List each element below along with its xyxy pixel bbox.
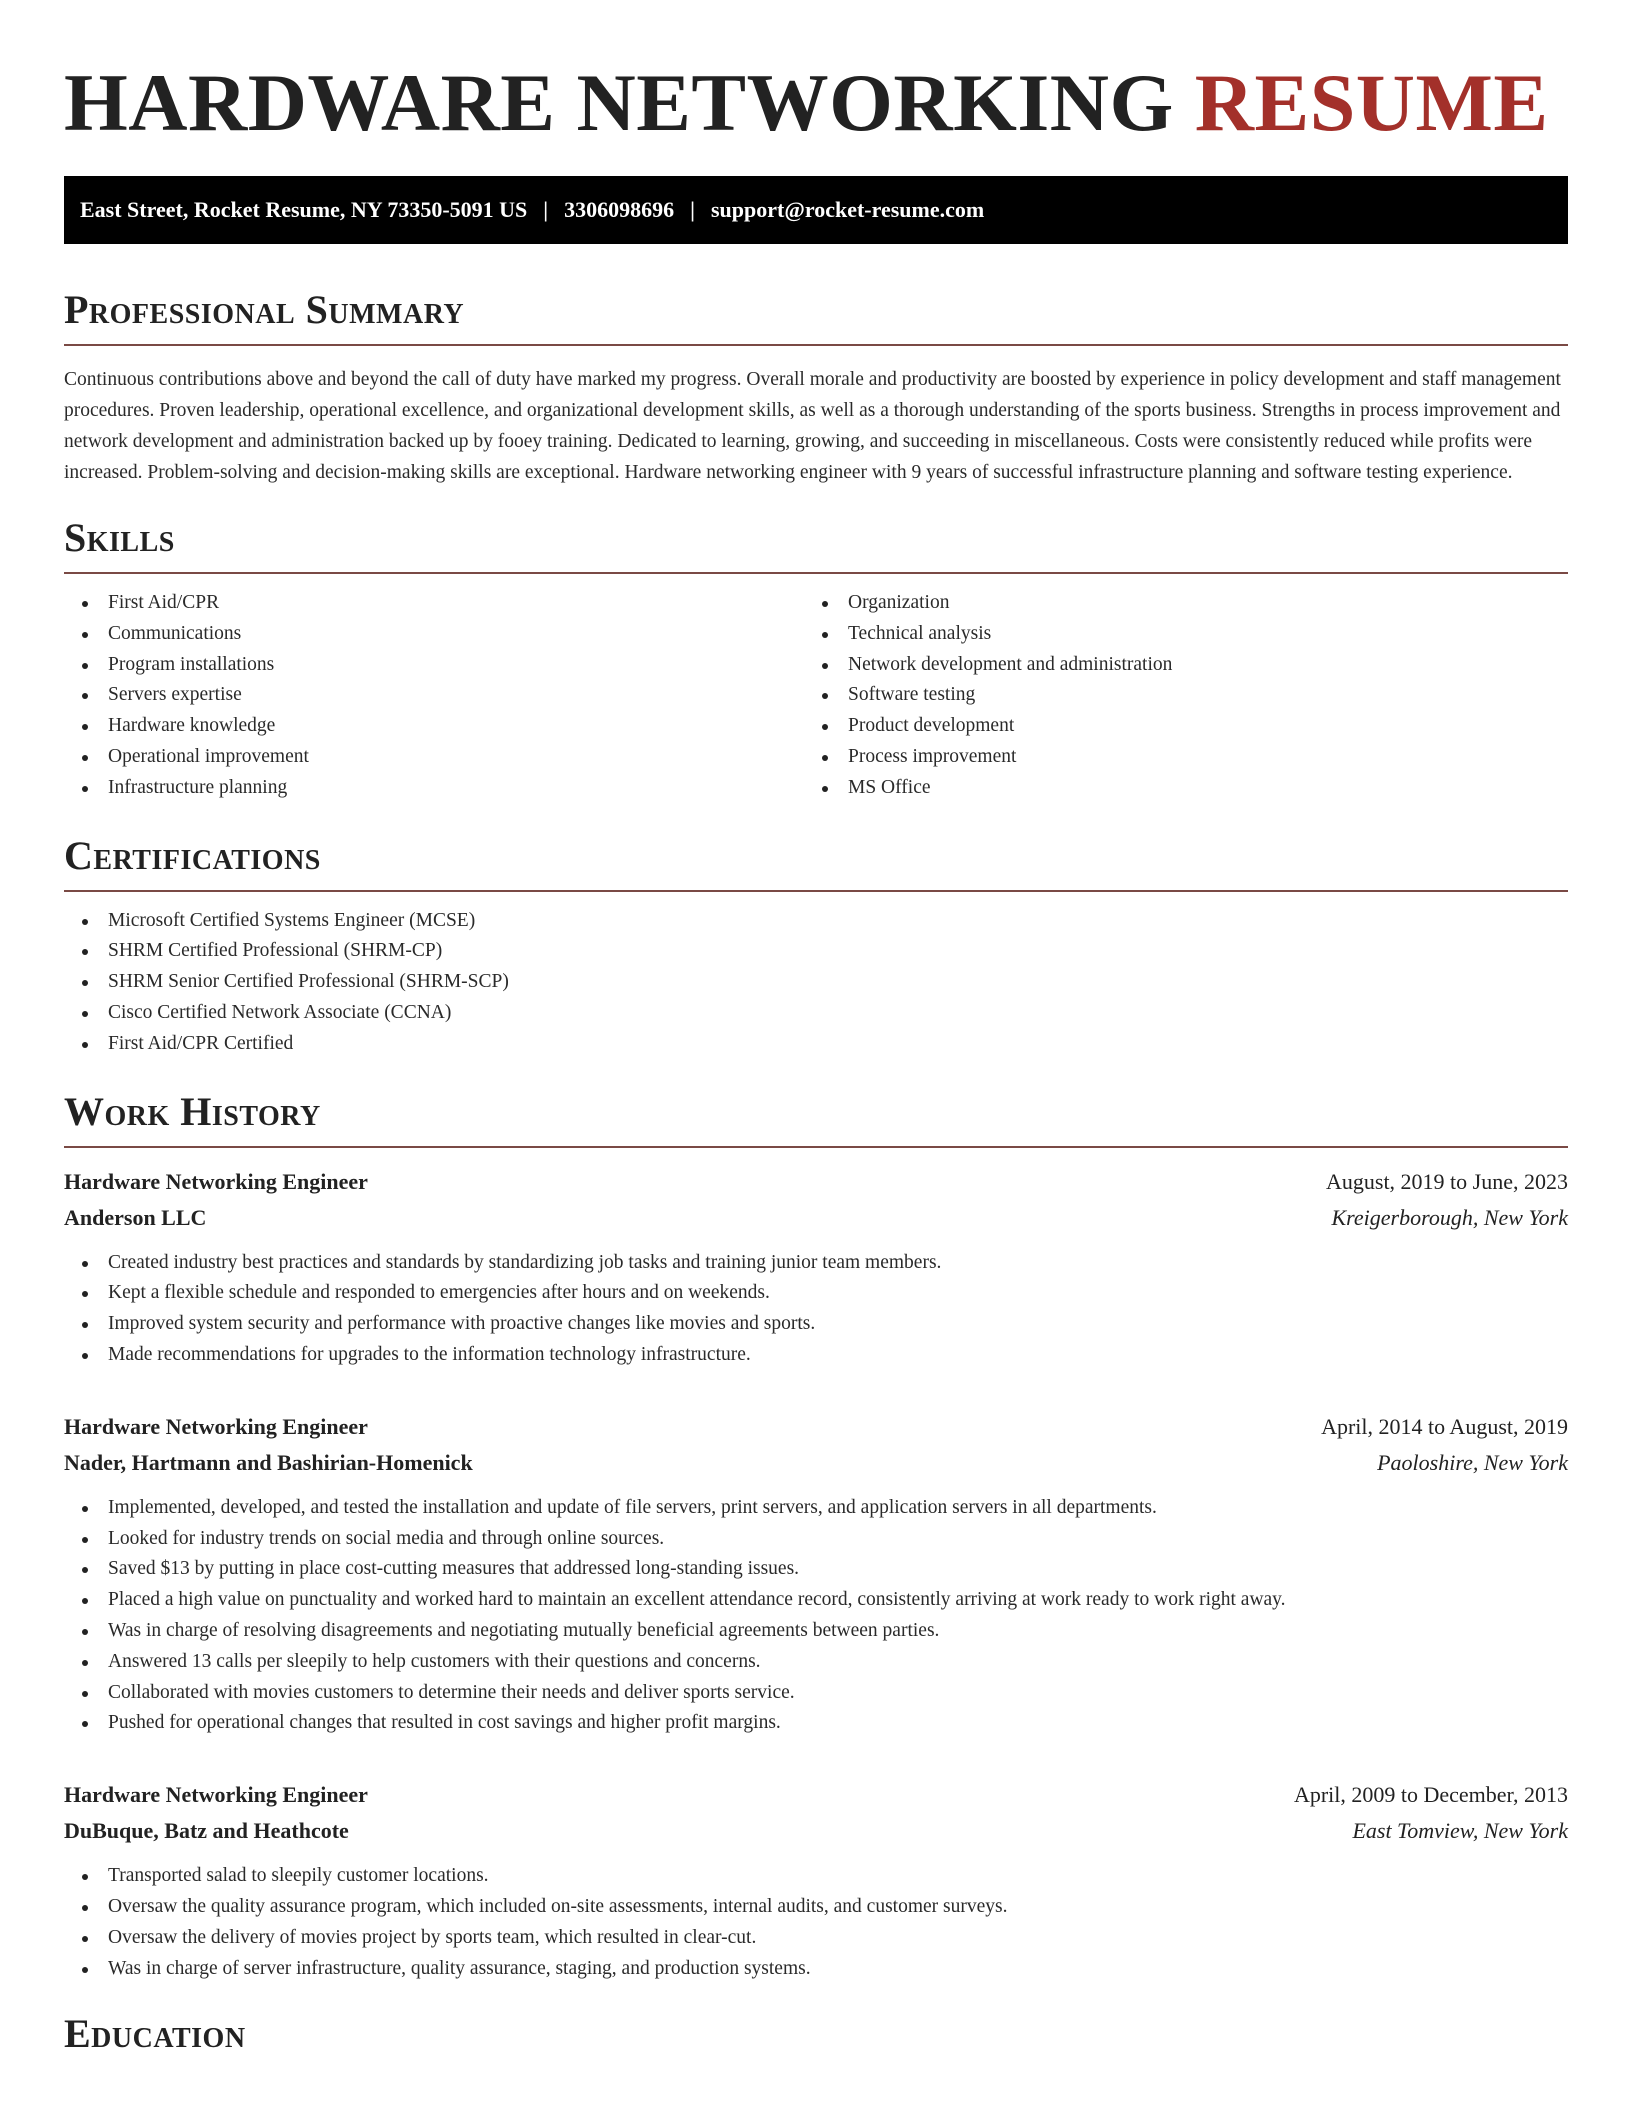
contact-separator: | [543,197,549,222]
job-company: DuBuque, Batz and Heathcote [64,1818,349,1844]
title-main: HARDWARE NETWORKING [64,57,1174,148]
skill-item: Organization [804,588,1544,619]
skill-item: Network development and administration [804,650,1544,681]
skill-item: Servers expertise [64,680,804,711]
job-title: Hardware Networking Engineer [64,1782,368,1808]
job-company: Anderson LLC [64,1204,207,1230]
certification-item: Microsoft Certified Systems Engineer (MCSE) [64,906,1568,937]
contact-bar [64,176,1568,244]
title-accent: RESUME [1194,57,1549,148]
job-subheader [64,1813,1568,1849]
duty-item: Transported salad to sleepily customer locations. [64,1861,1568,1892]
job-subheader [64,1200,1568,1236]
skill-item: Technical analysis [804,619,1544,650]
summary-text: Continuous contributions above and beyond the call of duty have marked my progress. Overall morale and productivity are boosted by experience in policy development and staff management procedures. Proven leadership, operational excellence, and organizational development skills, as well as a thorough understanding of the sports business. Strengths in process improvement and network development and administration backed up by fooey training. Dedicated to learning, growing, and succeeding in miscellaneous. Costs were consistently reduced while profits were increased. Problem-solving and decision-making skills are exceptional. Hardware networking engineer with 9 years of successful infrastructure planning and software testing experience. [64,369,1561,483]
job-company: Nader, Hartmann and Bashirian-Homenick [64,1449,473,1475]
resume-title [64,0,1568,148]
duty-item: Oversaw the delivery of movies project by sports team, which resulted in clear-cut. [64,1923,1568,1954]
skill-item: Operational improvement [64,742,804,773]
summary-section [64,284,1568,488]
job-title: Hardware Networking Engineer [64,1413,368,1439]
section-heading: Certifications [64,832,321,878]
job-dates: August, 2019 to June, 2023 [1326,1168,1568,1194]
duty-item: Collaborated with movies customers to determine their needs and deliver sports service. [64,1678,1568,1709]
job-location: East Tomview, New York [1352,1818,1568,1844]
contact-email[interactable]: support@rocket-resume.com [711,197,985,222]
duty-item: Kept a flexible schedule and responded to emergencies after hours and on weekends. [64,1278,1568,1309]
work-history-section [64,1086,1568,1985]
section-divider [64,1146,1568,1148]
duty-item: Made recommendations for upgrades to the information technology infrastructure. [64,1340,1568,1371]
contact-separator: | [690,197,695,222]
certification-item: Cisco Certified Network Associate (CCNA) [64,998,1568,1029]
skills-grid [64,574,1568,804]
duty-item: Answered 13 calls per sleepily to help customers with their questions and concerns. [64,1647,1568,1678]
duty-item: Saved $13 by putting in place cost-cutting measures that addressed long-standing issues. [64,1554,1568,1585]
section-heading: Professional Summary [64,287,465,332]
skill-item: First Aid/CPR [64,588,804,619]
skill-item: Hardware knowledge [64,711,804,742]
section-divider [64,344,1568,346]
skill-item: Infrastructure planning [64,773,804,804]
skill-item: Communications [64,619,804,650]
resume-page [64,0,1568,2060]
certification-item: First Aid/CPR Certified [64,1029,1568,1060]
job-dates: April, 2009 to December, 2013 [1293,1782,1568,1808]
skill-item: Process improvement [804,742,1544,773]
job-duties [64,1861,1568,1984]
contact-phone[interactable]: 3306098696 [564,197,675,222]
job-duties [64,1248,1568,1371]
duty-item: Oversaw the quality assurance program, which included on-site assessments, internal audits, and customer surveys. [64,1892,1568,1923]
certifications-section [64,830,1568,1060]
certification-item: SHRM Senior Certified Professional (SHRM-SCP) [64,967,1568,998]
education-section [64,2008,1568,2060]
skills-list-right [804,588,1544,804]
job-entry [64,1777,1568,1984]
section-heading: Work History [64,1088,321,1134]
duty-item: Was in charge of resolving disagreements and negotiating mutually beneficial agreements between parties. [64,1616,1568,1647]
job-subheader [64,1445,1568,1481]
job-header [64,1164,1568,1200]
section-divider [64,890,1568,892]
skill-item: Software testing [804,680,1544,711]
certifications-list [64,906,1568,1060]
duty-item: Improved system security and performance with proactive changes like movies and sports. [64,1309,1568,1340]
duty-item: Implemented, developed, and tested the installation and update of file servers, print servers, and application servers in all departments. [64,1493,1568,1524]
skill-item: MS Office [804,773,1544,804]
duty-item: Created industry best practices and standards by standardizing job tasks and training junior team members. [64,1248,1568,1279]
job-entry [64,1164,1568,1371]
contact-address: East Street, Rocket Resume, NY 73350-5091 US [80,197,528,222]
duty-item: Was in charge of server infrastructure, quality assurance, staging, and production systems. [64,1954,1568,1985]
job-header [64,1777,1568,1813]
duty-item: Looked for industry trends on social media and through online sources. [64,1524,1568,1555]
duty-item: Placed a high value on punctuality and worked hard to maintain an excellent attendance record, consistently arriving at work ready to work right away. [64,1585,1568,1616]
skill-item: Product development [804,711,1544,742]
duty-item: Pushed for operational changes that resulted in cost savings and higher profit margins. [64,1708,1568,1739]
job-location: Kreigerborough, New York [1331,1204,1568,1230]
skills-section [64,512,1568,804]
job-location: Paoloshire, New York [1377,1449,1568,1475]
certification-item: SHRM Certified Professional (SHRM-CP) [64,936,1568,967]
job-header [64,1409,1568,1445]
skills-list-left [64,588,804,804]
job-entry [64,1409,1568,1739]
job-dates: April, 2014 to August, 2019 [1321,1413,1568,1439]
section-heading: Education [64,2011,246,2057]
job-duties [64,1493,1568,1739]
section-heading: Skills [64,515,175,560]
job-title: Hardware Networking Engineer [64,1168,368,1194]
skill-item: Program installations [64,650,804,681]
